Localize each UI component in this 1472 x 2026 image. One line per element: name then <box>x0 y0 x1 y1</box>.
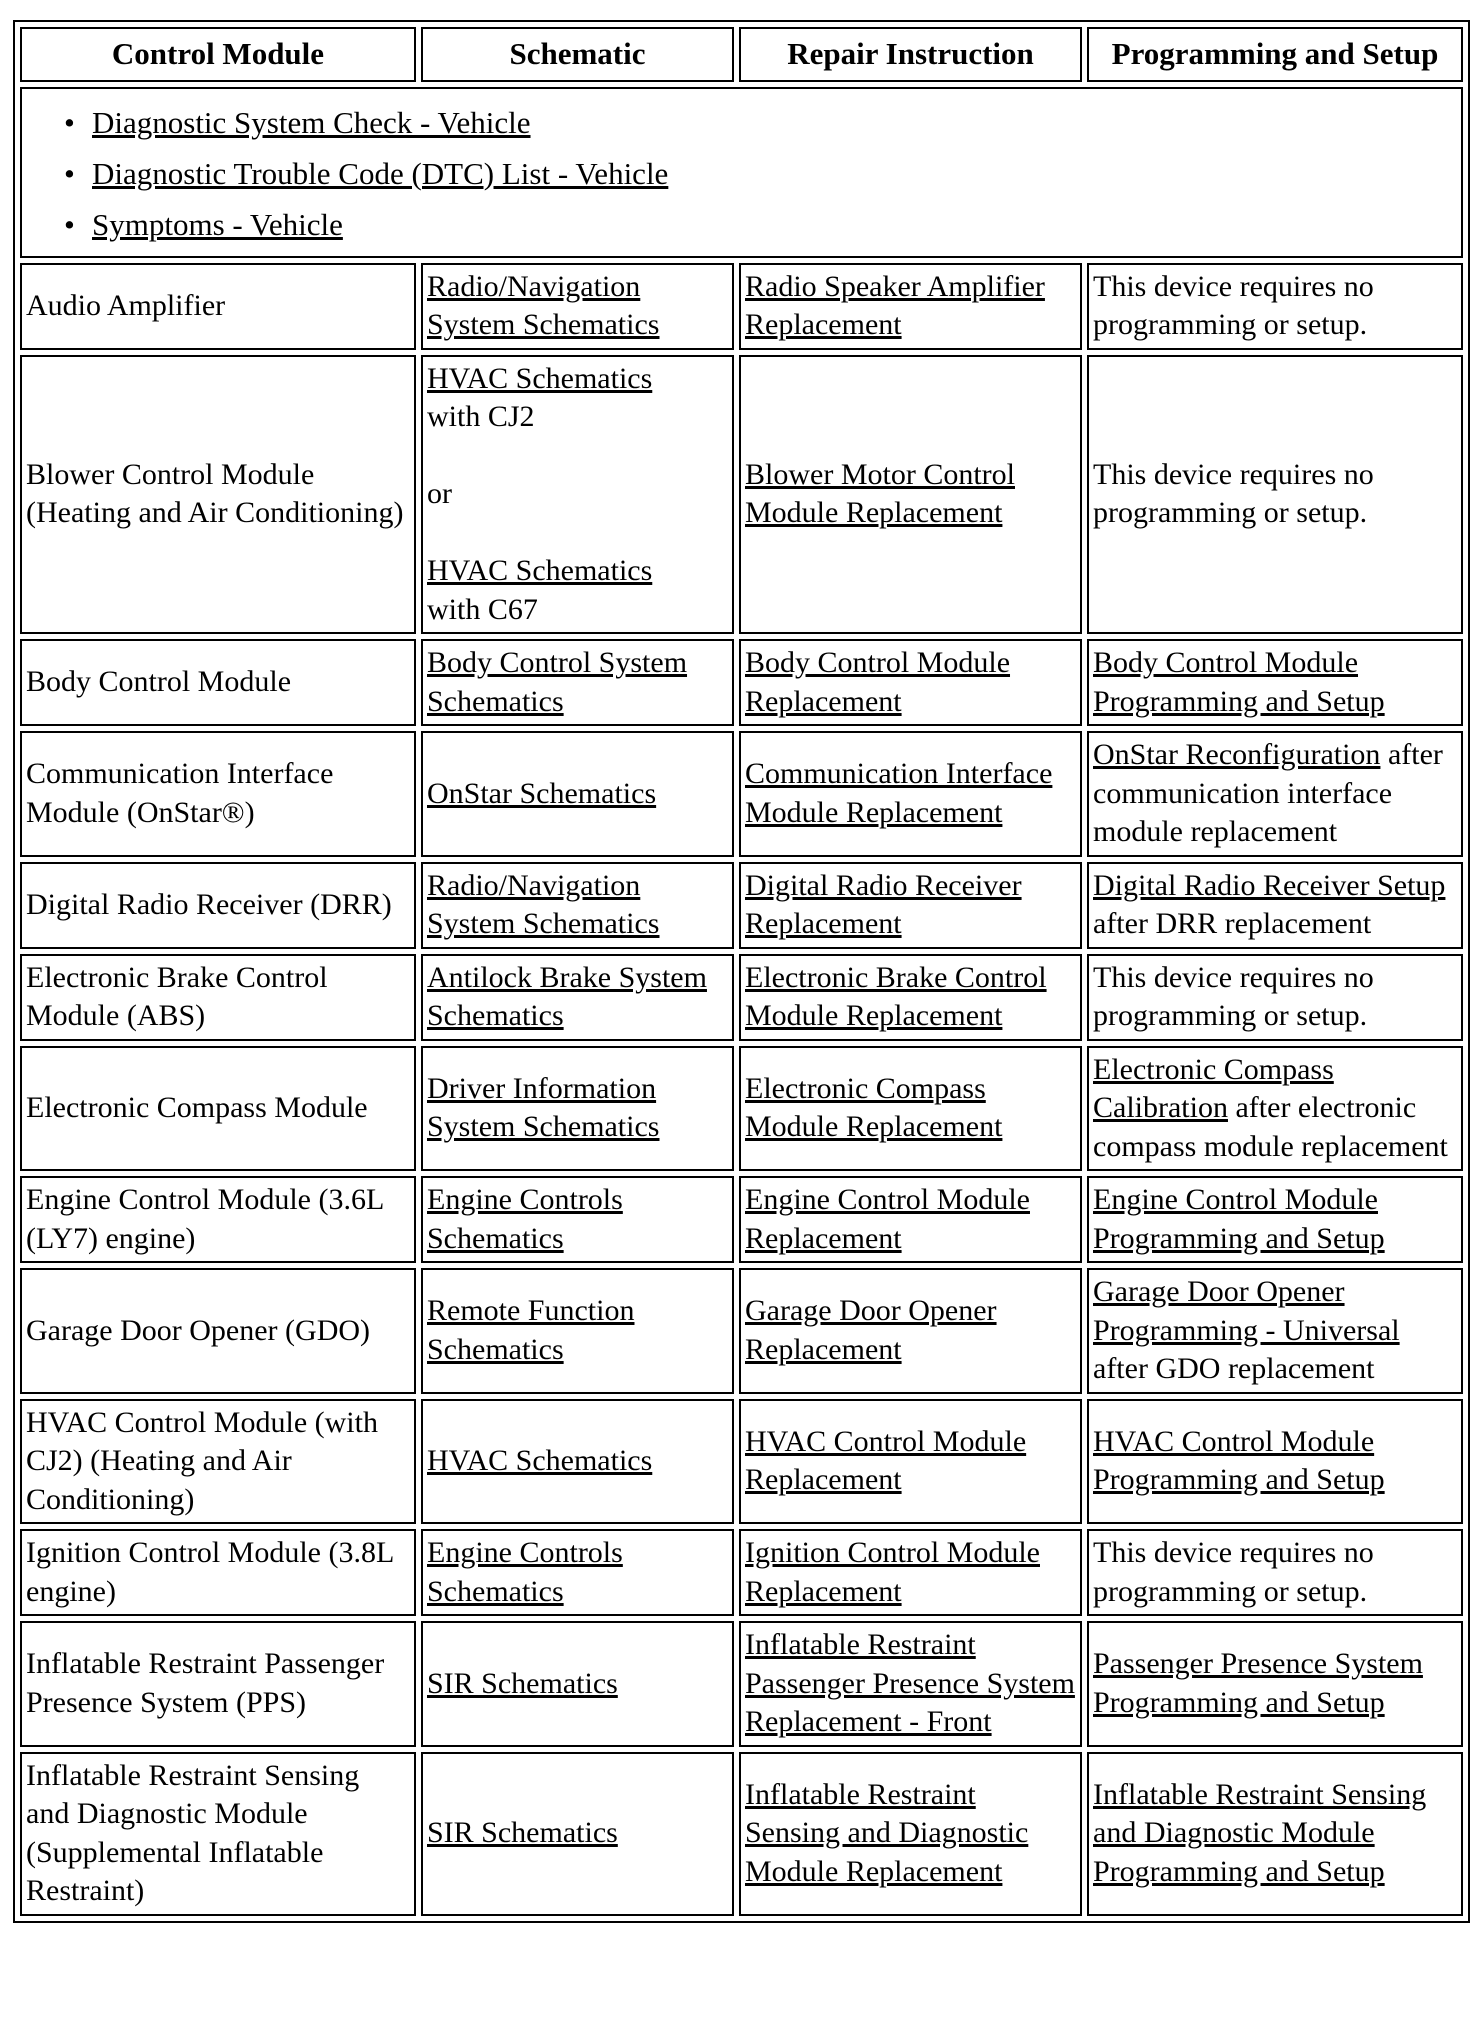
programming-cell: This device requires no programming or setup. <box>1087 263 1463 350</box>
schematic-link[interactable]: HVAC Schematics <box>427 1444 653 1477</box>
programming-cell: This device requires no programming or setup. <box>1087 355 1463 635</box>
repair-cell <box>739 954 1082 1041</box>
programming-link[interactable]: Digital Radio Receiver Setup <box>1093 868 1446 902</box>
schematic-link[interactable]: HVAC Schematics <box>427 361 653 395</box>
table-row <box>20 731 1463 857</box>
bullet-icon: • <box>64 206 75 242</box>
module-name-cell: Ignition Control Module (3.8L engine) <box>20 1529 416 1616</box>
schematic-cell <box>421 639 734 726</box>
repair-cell <box>739 263 1082 350</box>
diagnostic-links-list <box>22 89 1461 256</box>
repair-link[interactable]: HVAC Control Module Replacement <box>745 1424 1027 1497</box>
schematic-link[interactable]: Engine Controls Schematics <box>427 1183 623 1255</box>
list-item <box>64 97 1461 148</box>
header-row <box>20 27 1463 82</box>
table-row <box>20 1046 1463 1172</box>
table-row <box>20 1176 1463 1263</box>
programming-link[interactable]: HVAC Control Module Programming and Setup <box>1093 1424 1385 1497</box>
schematic-suffix: with CJ2 <box>427 400 535 433</box>
programming-cell <box>1087 1176 1463 1263</box>
schematic-cell <box>421 1399 734 1525</box>
programming-cell <box>1087 1268 1463 1394</box>
schematic-cell <box>421 1176 734 1263</box>
programming-cell <box>1087 731 1463 857</box>
schematic-cell <box>421 355 734 635</box>
table-row <box>20 355 1463 635</box>
bullet-icon: • <box>64 155 75 191</box>
schematic-cell <box>421 263 734 350</box>
schematic-link[interactable]: Driver Information System Schematics <box>427 1071 660 1144</box>
control-module-table <box>13 20 1470 1923</box>
repair-cell <box>739 639 1082 726</box>
schematic-link[interactable]: OnStar Schematics <box>427 776 657 810</box>
programming-cell <box>1087 1752 1463 1916</box>
repair-link[interactable]: Inflatable Restraint Passenger Presence System Replacement - Front <box>745 1628 1075 1738</box>
repair-cell <box>739 1046 1082 1172</box>
table-row <box>20 1621 1463 1747</box>
document-page <box>13 20 1461 1923</box>
bullet-icon: • <box>64 104 75 140</box>
repair-cell <box>739 862 1082 949</box>
programming-link[interactable]: Body Control Module Programming and Setup <box>1093 646 1385 718</box>
header-programming-and-setup: Programming and Setup <box>1087 27 1463 82</box>
schematic-link[interactable]: SIR Schematics <box>427 1816 618 1850</box>
schematic-or: or <box>427 477 452 510</box>
programming-cell <box>1087 1621 1463 1747</box>
schematic-link[interactable]: HVAC Schematics <box>427 554 653 587</box>
repair-link[interactable]: Radio Speaker Amplifier Replacement <box>745 269 1045 341</box>
repair-link[interactable]: Body Control Module Replacement <box>745 646 1011 718</box>
schematic-cell <box>421 1752 734 1916</box>
schematic-cell <box>421 954 734 1041</box>
schematic-link[interactable]: Radio/Navigation System Schematics <box>427 269 660 341</box>
list-item <box>64 148 1461 199</box>
repair-cell <box>739 1529 1082 1616</box>
list-item <box>64 199 1461 250</box>
module-name-cell: Electronic Compass Module <box>20 1046 416 1172</box>
repair-link[interactable]: Ignition Control Module Replacement <box>745 1536 1040 1608</box>
programming-link[interactable]: Passenger Presence System Programming and Setup <box>1093 1647 1423 1719</box>
repair-link[interactable]: Garage Door Opener Replacement <box>745 1294 997 1366</box>
module-name-cell: Communication Interface Module (OnStar®) <box>20 731 416 857</box>
schematic-cell <box>421 1529 734 1616</box>
repair-link[interactable]: Blower Motor Control Module Replacement <box>745 457 1015 530</box>
repair-cell <box>739 1399 1082 1525</box>
programming-cell <box>1087 862 1463 949</box>
programming-suffix: after electronic compass module replacement <box>1093 1091 1448 1163</box>
table-row <box>20 639 1463 726</box>
programming-cell <box>1087 1399 1463 1525</box>
repair-cell <box>739 1621 1082 1747</box>
schematic-suffix: with C67 <box>427 592 538 626</box>
module-name-cell: Garage Door Opener (GDO) <box>20 1268 416 1394</box>
table-row <box>20 862 1463 949</box>
schematic-link[interactable]: Engine Controls Schematics <box>427 1536 623 1608</box>
repair-cell <box>739 1176 1082 1263</box>
table-row <box>20 1268 1463 1394</box>
header-repair-instruction: Repair Instruction <box>739 27 1082 82</box>
table-row <box>20 1529 1463 1616</box>
schematic-link[interactable]: Remote Function Schematics <box>427 1294 635 1366</box>
module-name-cell: Engine Control Module (3.6L (LY7) engine) <box>20 1176 416 1263</box>
diagnostic-system-check-link[interactable]: Diagnostic System Check - Vehicle <box>92 104 531 140</box>
programming-suffix: after GDO replacement <box>1093 1352 1375 1385</box>
module-name-cell: Blower Control Module (Heating and Air Conditioning) <box>20 355 416 635</box>
module-name-cell: Electronic Brake Control Module (ABS) <box>20 954 416 1041</box>
schematic-cell <box>421 862 734 949</box>
header-schematic: Schematic <box>421 27 734 82</box>
table-row <box>20 263 1463 350</box>
repair-cell <box>739 355 1082 635</box>
module-name-cell: HVAC Control Module (with CJ2) (Heating and Air Conditioning) <box>20 1399 416 1525</box>
schematic-cell <box>421 1046 734 1172</box>
programming-link[interactable]: Engine Control Module Programming and Setup <box>1093 1183 1385 1255</box>
programming-cell <box>1087 1046 1463 1172</box>
schematic-link[interactable]: Body Control System Schematics <box>427 646 688 718</box>
module-name-cell: Audio Amplifier <box>20 263 416 350</box>
repair-link[interactable]: Electronic Brake Control Module Replacement <box>745 960 1047 1032</box>
module-name-cell: Inflatable Restraint Passenger Presence System (PPS) <box>20 1621 416 1747</box>
programming-cell: This device requires no programming or setup. <box>1087 1529 1463 1616</box>
symptoms-link[interactable]: Symptoms - Vehicle <box>92 206 343 242</box>
module-name-cell: Inflatable Restraint Sensing and Diagnostic Module (Supplemental Inflatable Restraint) <box>20 1752 416 1916</box>
schematic-link[interactable]: Radio/Navigation System Schematics <box>427 868 660 940</box>
schematic-cell <box>421 731 734 857</box>
repair-cell <box>739 731 1082 857</box>
repair-cell <box>739 1752 1082 1916</box>
table-row <box>20 1399 1463 1525</box>
programming-link[interactable]: Garage Door Opener Programming - Universal <box>1093 1275 1400 1347</box>
dtc-list-link[interactable]: Diagnostic Trouble Code (DTC) List - Vehicle <box>92 155 669 191</box>
repair-link[interactable]: Inflatable Restraint Sensing and Diagnostic Module Replacement <box>745 1777 1029 1888</box>
programming-suffix: after DRR replacement <box>1093 907 1372 940</box>
programming-suffix: after communication interface module replacement <box>1093 738 1443 848</box>
programming-cell <box>1087 639 1463 726</box>
repair-link[interactable]: Electronic Compass Module Replacement <box>745 1071 1003 1144</box>
table-row <box>20 1752 1463 1916</box>
repair-cell <box>739 1268 1082 1394</box>
repair-link[interactable]: Engine Control Module Replacement <box>745 1183 1030 1255</box>
diagnostic-links-cell <box>20 87 1463 258</box>
repair-link[interactable]: Communication Interface Module Replacement <box>745 757 1053 829</box>
schematic-cell <box>421 1268 734 1394</box>
repair-link[interactable]: Digital Radio Receiver Replacement <box>745 868 1022 940</box>
diagnostic-links-row <box>20 87 1463 258</box>
header-control-module: Control Module <box>20 27 416 82</box>
schematic-cell <box>421 1621 734 1747</box>
schematic-link[interactable]: Antilock Brake System Schematics <box>427 960 707 1032</box>
programming-link[interactable]: Electronic Compass Calibration <box>1093 1052 1334 1124</box>
module-name-cell: Body Control Module <box>20 639 416 726</box>
table-row <box>20 954 1463 1041</box>
module-name-cell: Digital Radio Receiver (DRR) <box>20 862 416 949</box>
programming-cell: This device requires no programming or setup. <box>1087 954 1463 1041</box>
programming-link[interactable]: OnStar Reconfiguration <box>1093 738 1381 771</box>
programming-link[interactable]: Inflatable Restraint Sensing and Diagnostic Module Programming and Setup <box>1093 1777 1427 1888</box>
schematic-link[interactable]: SIR Schematics <box>427 1666 618 1700</box>
